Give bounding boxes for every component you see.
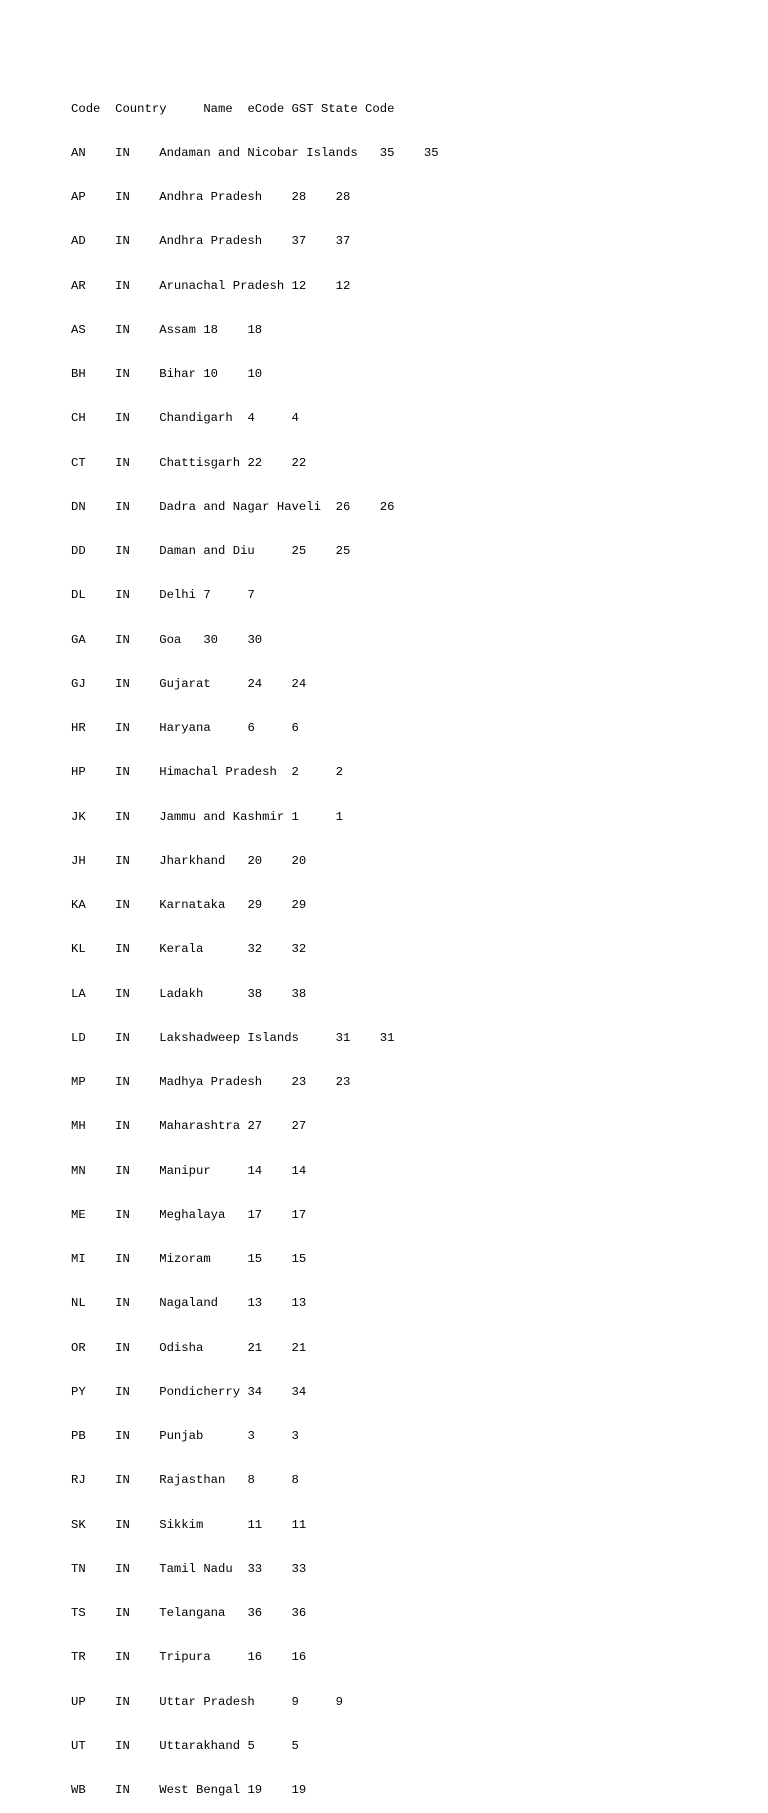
text-line: PY IN Pondicherry 34 34 — [71, 1384, 307, 1399]
header-line: Code Country Name eCode GST State Code — [71, 101, 395, 116]
text-line: LD IN Lakshadweep Islands 31 31 — [71, 1030, 395, 1045]
text-line: HP IN Himachal Pradesh 2 2 — [71, 765, 344, 780]
text-line: TS IN Telangana 36 36 — [71, 1606, 307, 1620]
text-line: WB IN West Bengal 19 19 — [71, 1783, 307, 1797]
text-line: MP IN Madhya Pradesh 23 23 — [71, 1075, 351, 1089]
text-line: UT IN Uttarakhand 5 5 — [71, 1738, 299, 1753]
text-line: SK IN Sikkim 11 11 — [71, 1517, 307, 1532]
text-line: KA IN Karnataka 29 29 — [71, 898, 307, 912]
text-line: PB IN Punjab 3 3 — [71, 1429, 299, 1443]
text-line: CH IN Chandigarh 4 4 — [71, 411, 299, 426]
text-line: NL IN Nagaland 13 13 — [71, 1296, 307, 1311]
text-line: CT IN Chattisgarh 22 22 — [71, 455, 307, 470]
text-line: MN IN Manipur 14 14 — [71, 1163, 307, 1178]
text-line: MI IN Mizoram 15 15 — [71, 1252, 307, 1266]
text-line: AP IN Andhra Pradesh 28 28 — [71, 190, 351, 204]
text-line: KL IN Kerala 32 32 — [71, 942, 307, 957]
text-line: TN IN Tamil Nadu 33 33 — [71, 1561, 307, 1576]
text-line: AD IN Andhra Pradesh 37 37 — [71, 234, 351, 249]
text-line: RJ IN Rajasthan 8 8 — [71, 1473, 299, 1488]
text-line: MH IN Maharashtra 27 27 — [71, 1119, 307, 1134]
text-line: ME IN Meghalaya 17 17 — [71, 1207, 307, 1222]
text-line: DL IN Delhi 7 7 — [71, 588, 255, 603]
text-line: JH IN Jharkhand 20 20 — [71, 853, 307, 868]
text-line: HR IN Haryana 6 6 — [71, 721, 299, 735]
text-line: TR IN Tripura 16 16 — [71, 1650, 307, 1665]
text-line: LA IN Ladakh 38 38 — [71, 986, 307, 1001]
text-line: GA IN Goa 30 30 — [71, 632, 263, 647]
text-line: JK IN Jammu and Kashmir 1 1 — [71, 809, 344, 824]
text-line: AR IN Arunachal Pradesh 12 12 — [71, 278, 351, 293]
text-line: GJ IN Gujarat 24 24 — [71, 676, 307, 691]
text-line: DD IN Daman and Diu 25 25 — [71, 544, 351, 558]
text-line: AS IN Assam 18 18 — [71, 322, 263, 337]
text-line: UP IN Uttar Pradesh 9 9 — [71, 1694, 344, 1709]
text-line: DN IN Dadra and Nagar Haveli 26 26 — [71, 499, 395, 514]
text-line: BH IN Bihar 10 10 — [71, 367, 263, 381]
text-line: AN IN Andaman and Nicobar Islands 35 35 — [71, 145, 439, 160]
text-line: OR IN Odisha 21 21 — [71, 1340, 307, 1355]
state-code-listing — [71, 72, 439, 1813]
